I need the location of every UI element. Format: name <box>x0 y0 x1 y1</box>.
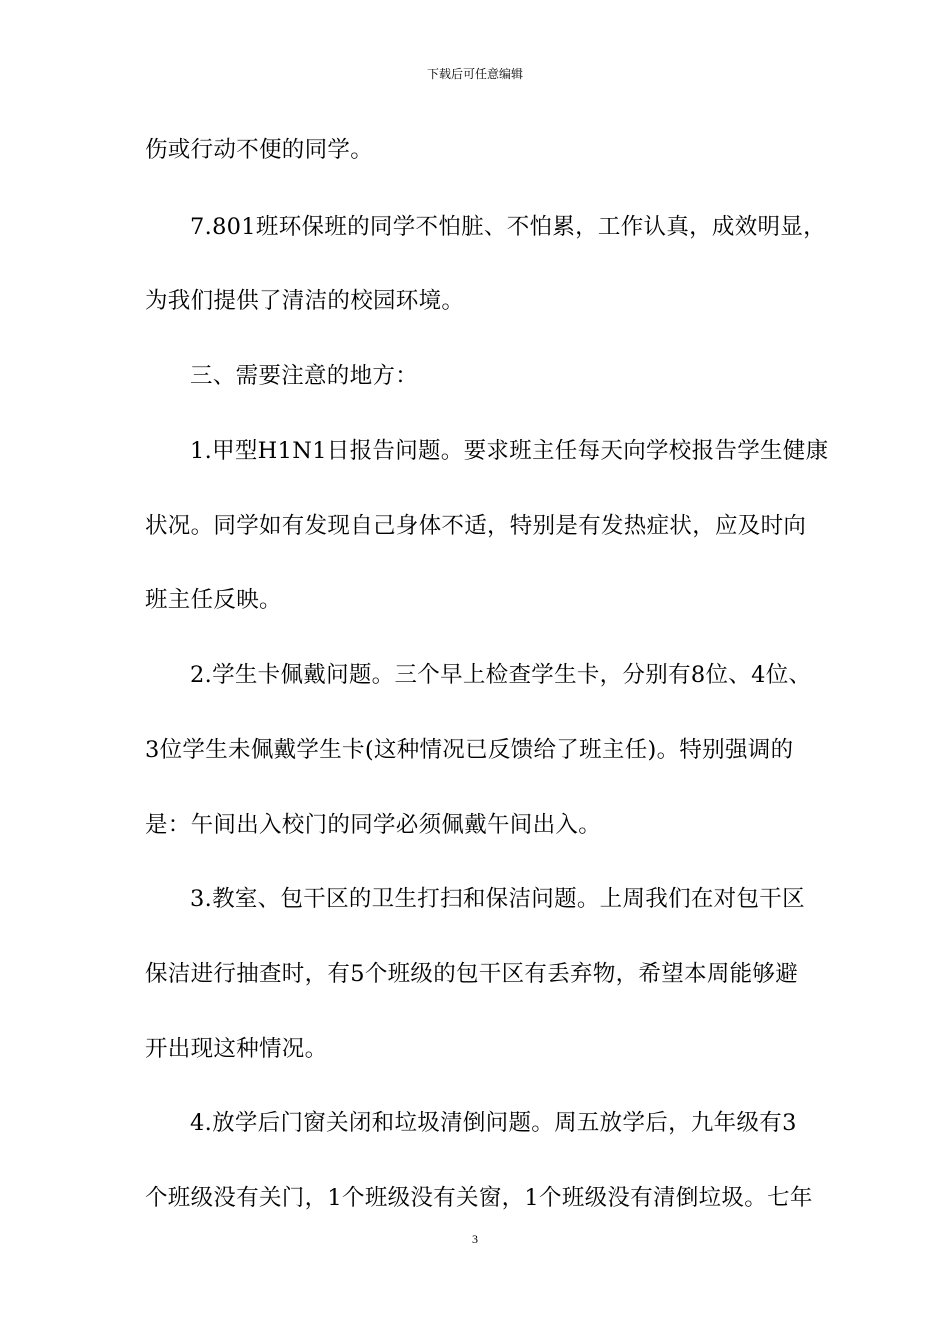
paragraph-line: 为我们提供了清洁的校园环境。 <box>145 288 465 314</box>
section-heading: 三、需要注意的地方： <box>190 363 419 389</box>
paragraph-line: 伤或行动不便的同学。 <box>145 137 374 163</box>
paragraph-line: 个班级没有关门，1个班级没有关窗，1个班级没有清倒垃圾。七年 <box>145 1185 813 1211</box>
paragraph-line: 是：午间出入校门的同学必须佩戴午间出入。 <box>145 812 602 838</box>
paragraph-line: 1.甲型H1N1日报告问题。要求班主任每天向学校报告学生健康 <box>190 438 829 464</box>
page-header-note: 下载后可任意编辑 <box>426 67 523 81</box>
paragraph-line: 3.教室、包干区的卫生打扫和保洁问题。上周我们在对包干区 <box>190 886 805 912</box>
paragraph-line: 班主任反映。 <box>145 587 282 613</box>
paragraph-line: 状况。同学如有发现自己身体不适，特别是有发热症状，应及时向 <box>145 513 807 539</box>
paragraph-line: 3位学生未佩戴学生卡(这种情况已反馈给了班主任)。特别强调的 <box>145 737 794 763</box>
paragraph-line: 保洁进行抽查时，有5个班级的包干区有丢弃物，希望本周能够避 <box>145 961 799 987</box>
paragraph-line: 开出现这种情况。 <box>145 1036 328 1062</box>
page-number: 3 <box>472 1232 478 1246</box>
paragraph-line: 7.801班环保班的同学不怕脏、不怕累，工作认真，成效明显， <box>190 214 826 240</box>
paragraph-line: 2.学生卡佩戴问题。三个早上检查学生卡，分别有8位、4位、 <box>190 662 812 688</box>
paragraph-line: 4.放学后门窗关闭和垃圾清倒问题。周五放学后，九年级有3 <box>190 1110 797 1136</box>
